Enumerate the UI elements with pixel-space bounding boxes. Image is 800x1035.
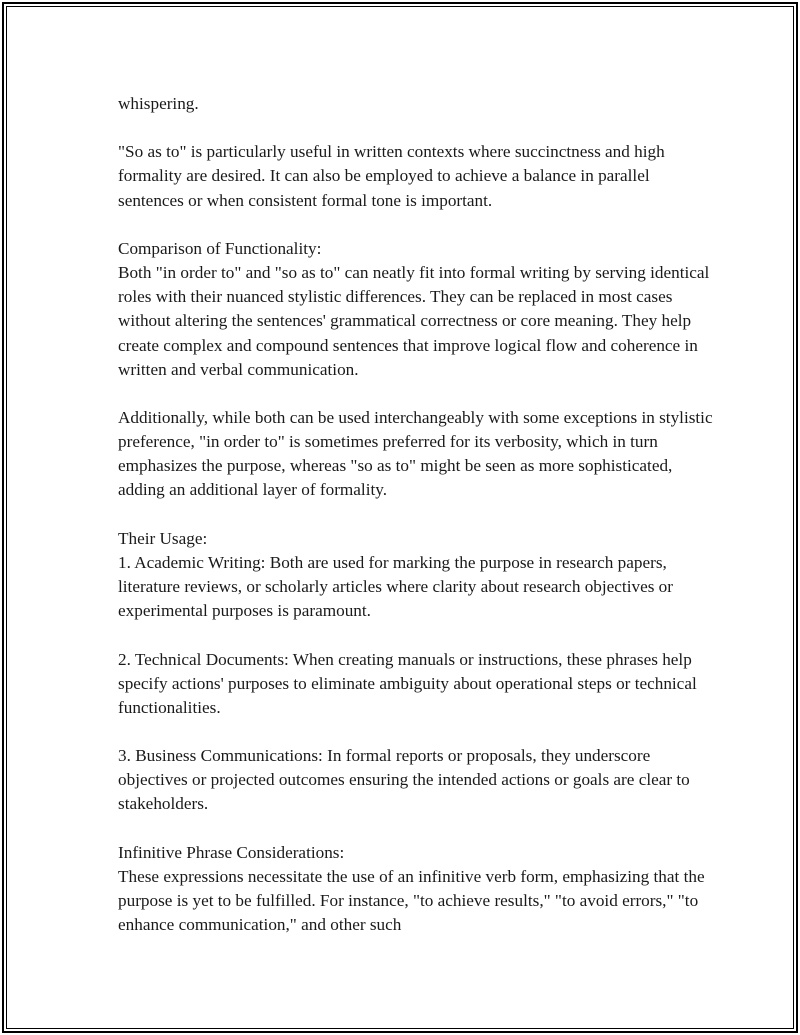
paragraph-additionally: Additionally, while both can be used interchangeably with some exceptions in stylistic preference, "in order to" is sometimes preferred for its verbosity, which in turn emphasizes the purpose, whereas "so as to" might be seen as more sophisticated, adding an additional layer of formality. — [118, 407, 713, 500]
list-item-business-communications: 3. Business Communications: In formal reports or proposals, they underscore objectives or projected outcomes ensuring the intended actions or goals are clear to stakeholders. — [118, 746, 690, 814]
paragraph-infinitive: These expressions necessitate the use of an infinitive verb form, emphasizing that the purpose is yet to be fulfilled. For instance, "to achieve results," "to avoid errors," "to enhance communication," and other such — [118, 866, 705, 935]
paragraph-comparison: Both "in order to" and "so as to" can neatly fit into formal writing by serving identical roles with their nuanced stylistic differences. They can be replaced in most cases without altering the sentences' grammatical correctness or core meaning. They help create complex and compound sentences that improve logical flow and coherence in written and verbal communication. — [118, 263, 710, 379]
section-heading-infinitive: Infinitive Phrase Considerations: — [118, 842, 345, 862]
paragraph-so-as-to-usage: "So as to" is particularly useful in written contexts where succinctness and high formality are desired. It can also be employed to achieve a balance in parallel sentences or when consistent formal tone is important. — [118, 142, 665, 210]
list-item-academic-writing: 1. Academic Writing: Both are used for marking the purpose in research papers, literature reviews, or scholarly articles where clarity about research objectives or experimental purposes is paramount. — [118, 552, 674, 621]
section-infinitive — [118, 841, 718, 938]
section-heading-comparison: Comparison of Functionality: — [118, 238, 322, 258]
paragraph-continuation: whispering. — [118, 94, 199, 113]
section-usage — [118, 527, 718, 624]
section-comparison — [118, 237, 718, 382]
page-body — [118, 92, 718, 962]
list-item-technical-documents: 2. Technical Documents: When creating manuals or instructions, these phrases help specify actions' purposes to eliminate ambiguity about operational steps or technical functionalities. — [118, 649, 697, 717]
section-heading-usage: Their Usage: — [118, 528, 208, 548]
